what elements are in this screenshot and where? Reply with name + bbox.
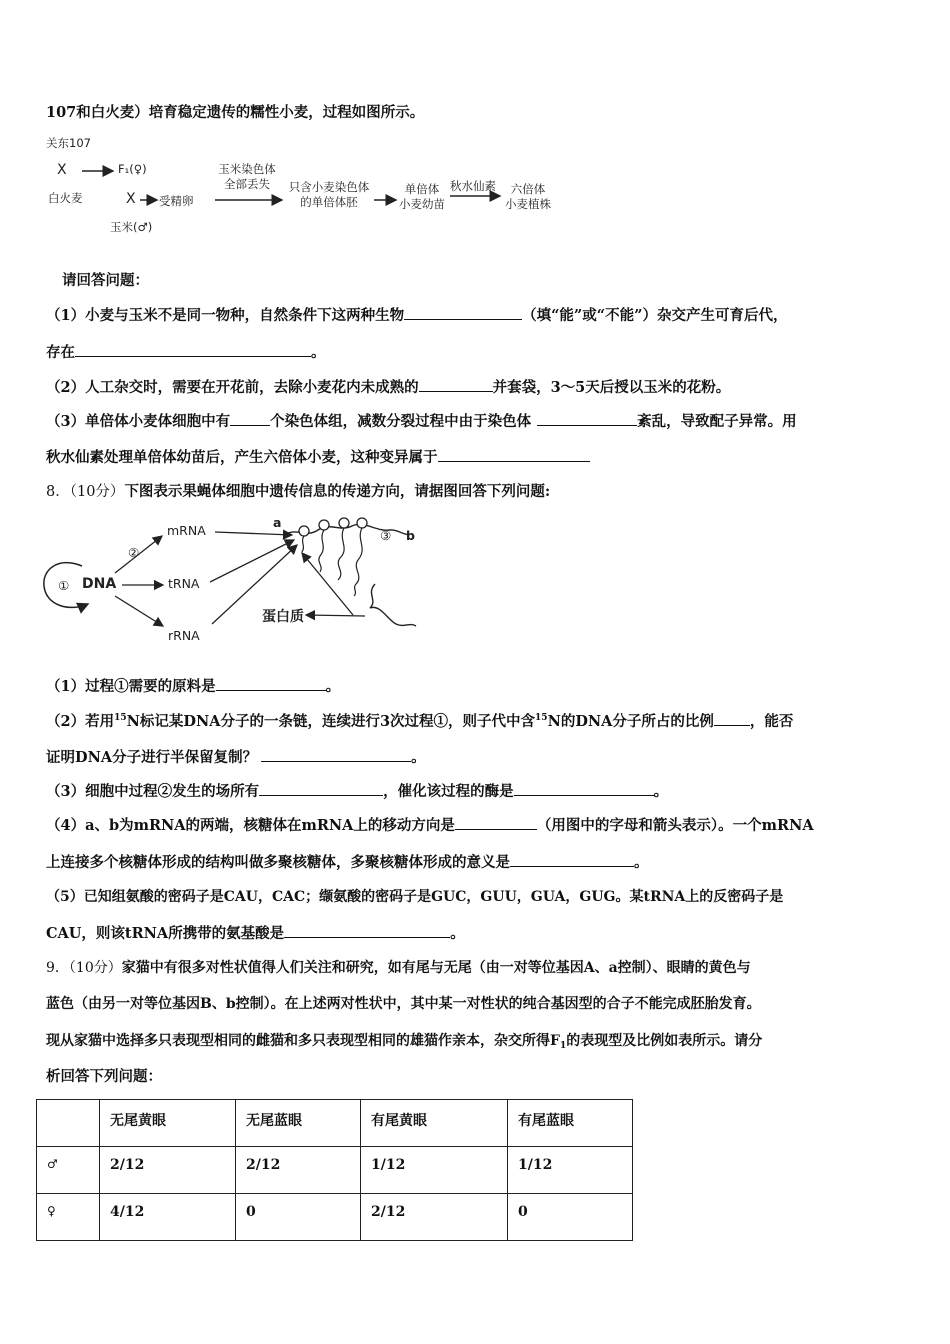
table-header-row xyxy=(37,1100,633,1147)
table-row xyxy=(37,1147,633,1194)
table-header-cell: 无尾蓝眼 xyxy=(236,1100,361,1147)
table-cell-sex: ♂ xyxy=(37,1147,100,1194)
label-protein: 蛋白质 xyxy=(262,609,304,625)
label-haploid-seedling: 单倍体 小麦幼苗 xyxy=(399,182,445,211)
q8-part3: （3）细胞中过程②发生的场所有 ，催化该过程的酶是 。 xyxy=(46,783,669,800)
table-header-cell: 有尾黄眼 xyxy=(361,1100,508,1147)
q9-line3: 现从家猫中选择多只表现型相同的雌猫和多只表现型相同的雄猫作亲本，杂交所得$F_1$的表现型及比例如表所示。请分 xyxy=(46,1033,763,1051)
label-haploid-embryo: 只含小麦染色体 的单倍体胚 xyxy=(288,180,370,209)
table-cell: 2/12 xyxy=(236,1147,361,1194)
cross-symbol: X xyxy=(57,162,67,178)
table-header-cell: 有尾蓝眼 xyxy=(508,1100,633,1147)
answer-blank[interactable] xyxy=(259,781,383,796)
table-cell: 1/12 xyxy=(508,1147,633,1194)
q7-part3: （3）单倍体小麦体细胞中有 个染色体组，减数分裂过程中由于染色体 紊乱，导致配子异常。用 xyxy=(46,413,797,430)
label-process-2: ② xyxy=(128,545,140,560)
table-header-cell: 无尾黄眼 xyxy=(100,1100,236,1147)
answer-blank[interactable] xyxy=(261,747,411,762)
label-trna: tRNA xyxy=(168,576,200,591)
label-dna: DNA xyxy=(82,576,117,592)
table-row xyxy=(37,1194,633,1241)
q8-title: 8．（10分）下图表示果蝇体细胞中遗传信息的传递方向，请据图回答下列问题: xyxy=(46,483,551,500)
f1-phenotype-table xyxy=(36,1099,633,1241)
table-cell: 2/12 xyxy=(100,1147,236,1194)
table-cell: 4/12 xyxy=(100,1194,236,1241)
label-process-1: ① xyxy=(58,578,70,593)
q7-prompt: 请回答问题： xyxy=(62,272,149,289)
answer-blank[interactable] xyxy=(216,676,326,691)
q7-part1-cont: 存在 。 xyxy=(46,344,326,361)
q9-line1: 9．（10分）家猫中有很多对性状值得人们关注和研究，如有尾与无尾（由一对等位基因A、a控制）、眼睛的黄色与 xyxy=(46,960,751,976)
label-mrna: mRNA xyxy=(167,523,206,538)
label-baihuomai: 白火麦 xyxy=(48,191,83,205)
table-cell: 2/12 xyxy=(361,1194,508,1241)
answer-blank[interactable] xyxy=(514,781,654,796)
gene-flow-arrows xyxy=(0,0,950,660)
q8-part5-cont: CAU，则该tRNA所携带的氨基酸是 。 xyxy=(46,925,465,942)
label-hexaploid: 六倍体 小麦植株 xyxy=(505,182,551,211)
q8-part1: （1）过程①需要的原料是 。 xyxy=(46,678,341,695)
q8-part4: （4）a、b为mRNA的两端，核糖体在mRNA上的移动方向是 （用图中的字母和箭头表示）。一个mRNA xyxy=(46,817,814,834)
q8-part5: （5）已知组氨酸的密码子是CAU，CAC；缬氨酸的密码子是GUC，GUU，GUA，GUG。某tRNA上的反密码子是 xyxy=(46,889,784,905)
intro-line: 107和白火麦）培育稳定遗传的糯性小麦，过程如图所示。 xyxy=(46,104,425,121)
cross-symbol-2: X xyxy=(126,191,136,207)
label-guandong107: 关东107 xyxy=(46,136,91,150)
label-f1-female: F₁(♀) xyxy=(118,162,147,176)
answer-blank[interactable] xyxy=(455,815,537,830)
q8-part4-cont: 上连接多个核糖体形成的结构叫做多聚核糖体，多聚核糖体形成的意义是 。 xyxy=(46,854,649,871)
label-process-3: ③ xyxy=(380,528,392,543)
answer-blank[interactable] xyxy=(284,923,450,938)
answer-blank[interactable] xyxy=(714,711,750,726)
table-cell-sex: ♀ xyxy=(37,1194,100,1241)
q7-part3-cont: 秋水仙素处理单倍体幼苗后，产生六倍体小麦，这种变异属于 xyxy=(46,447,590,468)
q9-line4: 析回答下列问题： xyxy=(46,1068,162,1085)
table-cell: 1/12 xyxy=(361,1147,508,1194)
label-chromosome-loss: 玉米染色体 全部丢失 xyxy=(218,162,276,191)
label-end-b: b xyxy=(406,528,415,543)
q7-part1: （1）小麦与玉米不是同一物种，自然条件下这两种生物 （填“能”或“不能”）杂交产生可育后代， xyxy=(46,307,788,324)
q8-part2-cont: 证明DNA分子进行半保留复制？ 。 xyxy=(46,749,426,766)
table-cell: 0 xyxy=(508,1194,633,1241)
q7-part2: （2）人工杂交时，需要在开花前，去除小麦花内未成熟的 并套袋，3～5天后授以玉米的花粉。 xyxy=(46,379,731,396)
label-zygote: 受精卵 xyxy=(159,194,194,208)
table-cell: 0 xyxy=(236,1194,361,1241)
table-header-cell xyxy=(37,1100,100,1147)
q9-line2: 蓝色（由另一对等位基因B、b控制）。在上述两对性状中，其中某一对性状的纯合基因型的合子不能完成胚胎发育。 xyxy=(46,996,761,1012)
label-rrna: rRNA xyxy=(168,628,200,643)
label-colchicine: 秋水仙素 xyxy=(450,179,496,193)
label-yumi-male: 玉米(♂) xyxy=(110,220,153,234)
answer-blank[interactable] xyxy=(510,852,634,867)
q8-part2: （2）若用$^{15}$N标记某DNA分子的一条链，连续进行3次过程①，则子代中含$^{15}$N的DNA分子所占的比例 ，能否 xyxy=(46,713,794,730)
label-end-a: a xyxy=(273,515,282,530)
